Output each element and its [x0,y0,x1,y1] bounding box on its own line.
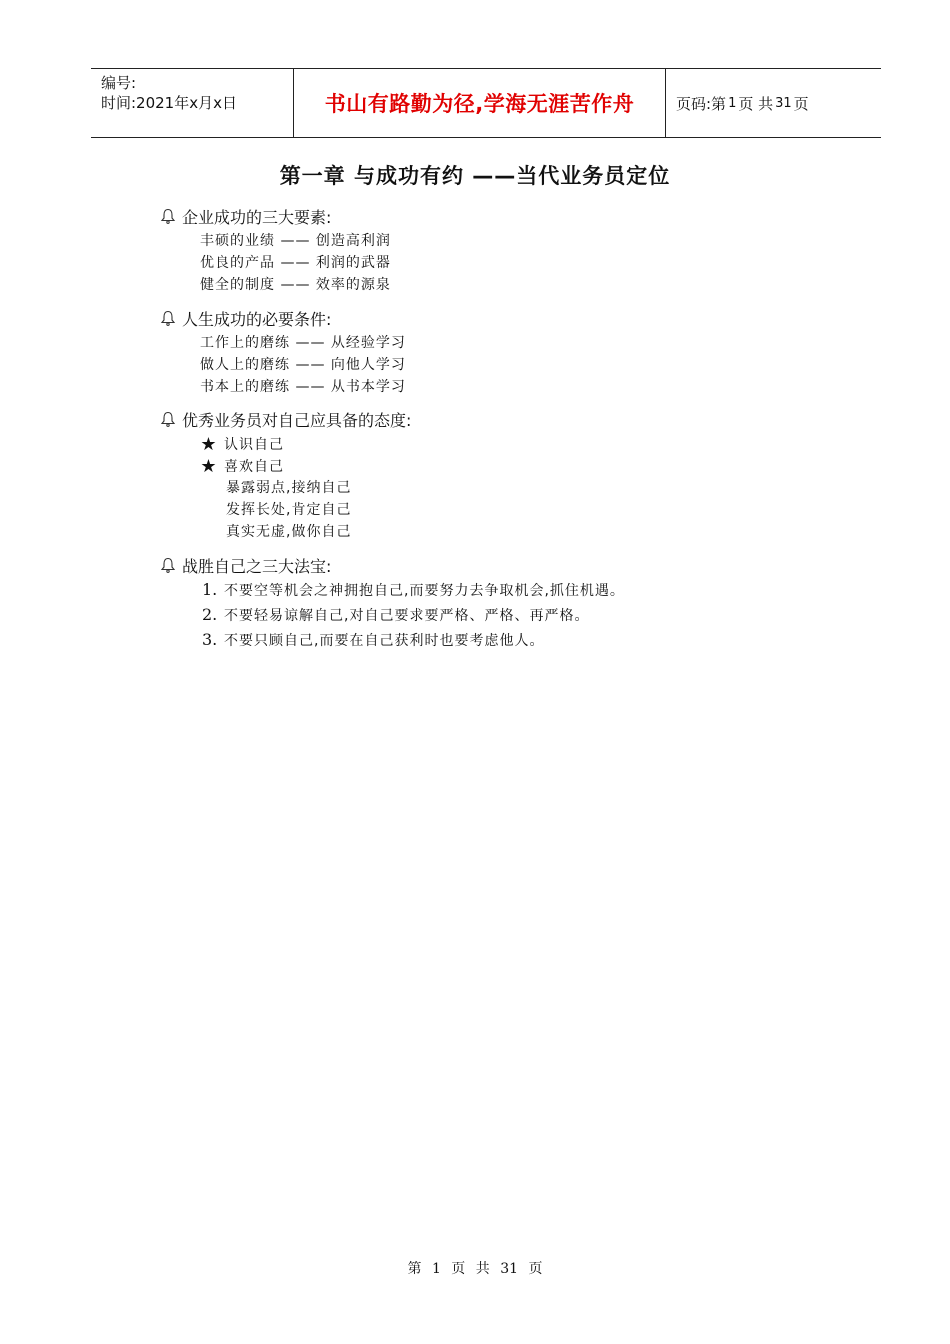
list-item: 优良的产品 —— 利润的武器 [200,255,391,271]
page-current: 1 [728,95,737,111]
section-heading: 优秀业务员对自己应具备的态度: [160,408,411,430]
star-list-item: ★ 喜欢自己 [200,455,284,477]
bell-icon [160,411,176,427]
section-life-conditions [160,307,406,398]
page-suffix: 页 [793,94,809,113]
page-number-cell [666,69,881,137]
section-heading: 战胜自己之三大法宝: [160,554,625,576]
section-attitude [160,408,411,543]
list-item: 健全的制度 —— 效率的源泉 [200,277,391,293]
section-success-factors [160,205,391,296]
header-info-cell [91,69,293,137]
list-item: 书本上的磨练 —— 从书本学习 [200,379,406,395]
page-total: 31 [775,95,792,111]
star-icon: ★ [200,455,218,477]
star-icon: ★ [200,433,218,455]
list-item: 真实无虚,做你自己 [226,524,352,540]
numbered-item: 3. 不要只顾自己,而要在自己获利时也要考虑他人。 [202,630,545,649]
page-prefix: 页码:第 [676,94,727,113]
numbered-item: 1. 不要空等机会之神拥抱自己,而要努力去争取机会,抓住机遇。 [202,580,625,599]
page-footer: 第 1 页 共 31 页 [407,1261,543,1277]
motto: 书山有路勤为径,学海无涯苦作舟 [293,69,666,137]
chapter-title: 第一章 与成功有约 ——当代业务员定位 [279,164,671,188]
document-header [91,68,881,138]
list-item: 做人上的磨练 —— 向他人学习 [200,357,406,373]
serial-label: 编号: [101,74,137,92]
star-list-item: ★ 认识自己 [200,433,284,455]
section-heading: 企业成功的三大要素: [160,205,391,227]
numbered-item: 2. 不要轻易谅解自己,对自己要求要严格、严格、再严格。 [202,605,590,624]
bell-icon [160,208,176,224]
time-label: 时间:2021年x月x日 [101,94,237,112]
section-heading: 人生成功的必要条件: [160,307,406,329]
bell-icon [160,310,176,326]
section-three-treasures [160,554,625,655]
page-mid: 页 共 [738,94,774,113]
list-item: 暴露弱点,接纳自己 [226,480,352,496]
list-item: 工作上的磨练 —— 从经验学习 [200,335,406,351]
list-item: 丰硕的业绩 —— 创造高利润 [200,233,391,249]
bell-icon [160,557,176,573]
list-item: 发挥长处,肯定自己 [226,502,352,518]
